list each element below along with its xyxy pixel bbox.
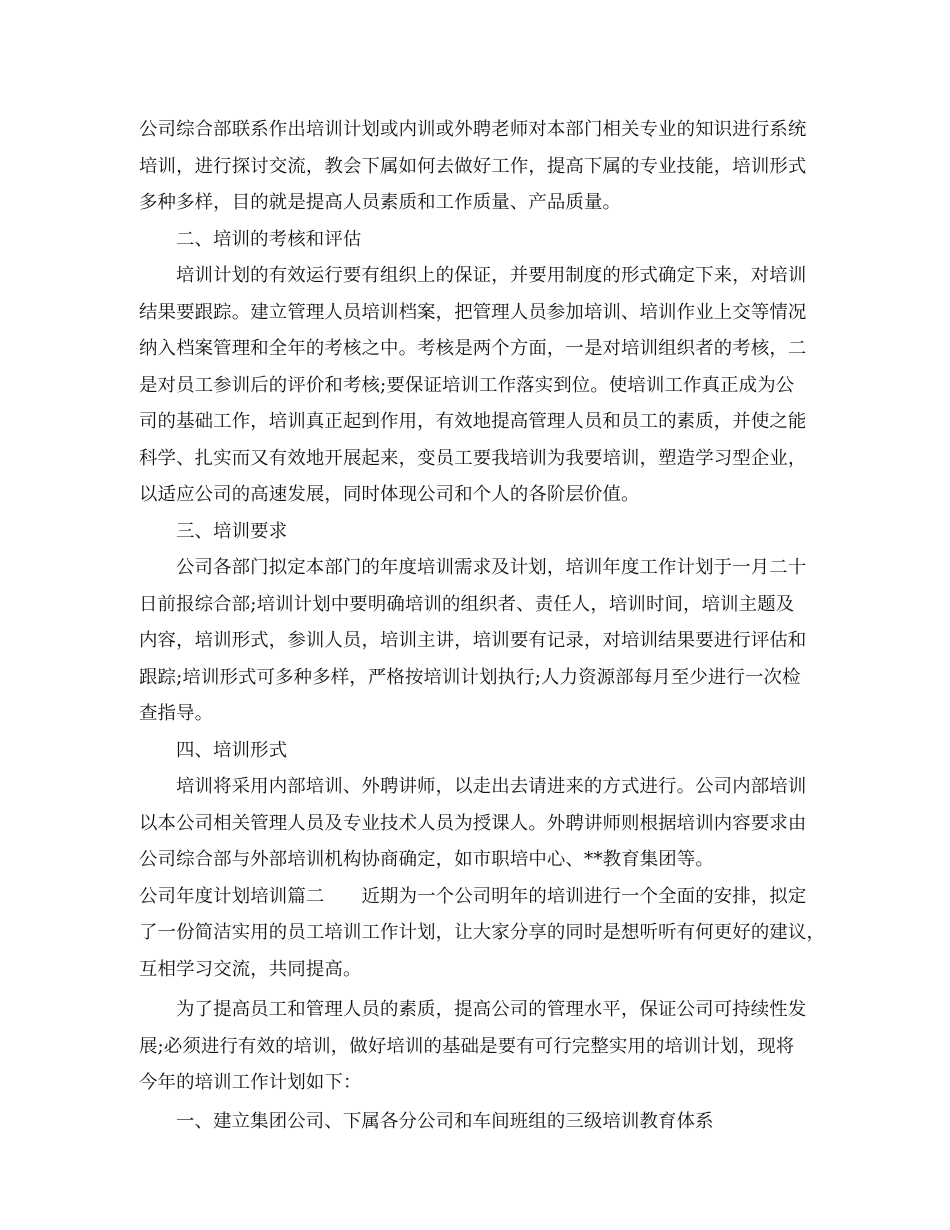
paragraph-line: 日前报综合部;培训计划中要明确培训的组织者、责任人，培训时间，培训主题及 [139, 593, 795, 615]
paragraph-line: 培训，进行探讨交流，教会下属如何去做好工作，提高下属的专业技能，培训形式 [139, 155, 807, 177]
document-body [139, 112, 829, 1140]
paragraph-line: 科学、扎实而又有效地开展起来，变员工要我培训为我要培训，塑造学习型企业， [139, 447, 807, 469]
paragraph-line: 以适应公司的高速发展，同时体现公司和个人的各阶层价值。 [139, 484, 640, 505]
paragraph-line: 内容，培训形式，参训人员，培训主讲，培训要有记录，对培训结果要进行评估和 [139, 630, 807, 651]
paragraph-line: 结果要跟踪。建立管理人员培训档案，把管理人员参加培训、培训作业上交等情况 [139, 301, 807, 323]
section-heading: 四、培训形式 [176, 739, 288, 761]
paragraph-line: 公司综合部与外部培训机构协商确定，如市职培中心、**教育集团等。 [139, 849, 714, 870]
section-heading: 三、培训要求 [176, 520, 288, 542]
paragraph-line: 今年的培训工作计划如下： [139, 1072, 362, 1093]
paragraph-line: 多种多样，目的就是提高人员素质和工作质量、产品质量。 [139, 192, 622, 213]
paragraph-line: 培训将采用内部培训、外聘讲师，以走出去请进来的方式进行。公司内部培训 [176, 776, 807, 797]
paragraph-line: 公司各部门拟定本部门的年度培训需求及计划，培训年度工作计划于一月二十 [176, 557, 807, 578]
paragraph-line: 公司综合部联系作出培训计划或内训或外聘老师对本部门相关专业的知识进行系统 [139, 119, 807, 140]
section-heading: 二、培训的考核和评估 [176, 228, 362, 250]
section-heading: 一、建立集团公司、下属各分公司和车间班组的三级培训教育体系 [176, 1110, 714, 1132]
paragraph-line: 为了提高员工和管理人员的素质，提高公司的管理水平，保证公司可持续性发 [176, 999, 807, 1020]
paragraph-line: 以本公司相关管理人员及专业技术人员为授课人。外聘讲师则根据培训内容要求由 [139, 812, 807, 834]
paragraph-line: 司的基础工作，培训真正起到作用，有效地提高管理人员和员工的素质，并使之能 [139, 411, 807, 432]
paragraph-line: 培训计划的有效运行要有组织上的保证，并要用制度的形式确定下来，对培训 [176, 265, 807, 286]
paragraph-line: 纳入档案管理和全年的考核之中。考核是两个方面，一是对培训组织者的考核，二 [139, 338, 807, 359]
article-title-line: 公司年度计划培训篇二 近期为一个公司明年的培训进行一个全面的安排，拟定 [139, 885, 807, 907]
paragraph-line: 是对员工参训后的评价和考核;要保证培训工作落实到位。使培训工作真正成为公 [139, 374, 795, 396]
paragraph-line: 了一份简洁实用的员工培训工作计划，让大家分享的同时是想听听有何更好的建议， [139, 922, 826, 943]
paragraph-line: 跟踪;培训形式可多种多样，严格按培训计划执行;人力资源部每月至少进行一次检 [139, 666, 801, 688]
paragraph-line: 查指导。 [139, 703, 214, 724]
paragraph-line: 展;必须进行有效的培训，做好培训的基础是要有可行完整实用的培训计划，现将 [139, 1035, 795, 1057]
paragraph-line: 互相学习交流，共同提高。 [139, 958, 362, 980]
